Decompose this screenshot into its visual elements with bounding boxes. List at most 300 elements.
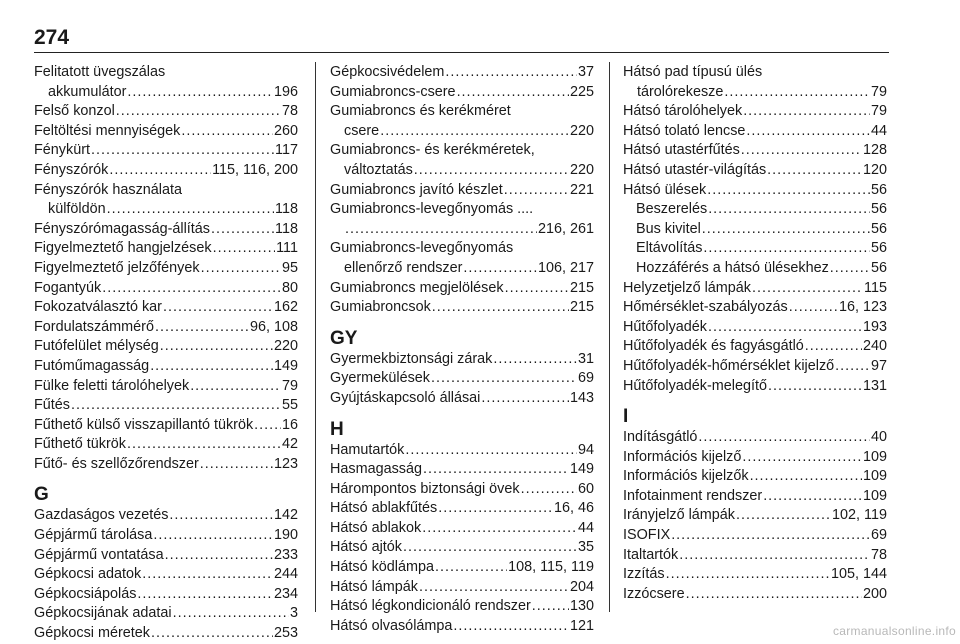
leader-dots	[768, 377, 862, 397]
leader-dots	[201, 259, 281, 279]
index-entry	[330, 83, 594, 103]
index-entry	[34, 279, 298, 299]
index-entry	[34, 604, 298, 624]
leader-dots	[736, 506, 831, 526]
leader-dots	[686, 585, 862, 605]
index-entry	[34, 337, 298, 357]
index-entry	[34, 455, 298, 475]
entry-term: Hamutartók	[330, 441, 405, 458]
index-entry	[623, 526, 887, 546]
entry-pages: 56	[870, 201, 887, 218]
entry-pages: 40	[870, 429, 887, 446]
entry-pages: 56	[870, 220, 887, 237]
entry-pages: 78	[281, 103, 298, 120]
index-column-1	[34, 63, 298, 644]
entry-pages: 96, 108	[249, 318, 298, 335]
header-rule	[34, 52, 889, 53]
entry-pages: 193	[862, 318, 887, 335]
index-entry	[34, 220, 298, 240]
entry-pages: 130	[569, 598, 594, 615]
leader-dots	[671, 526, 870, 546]
leader-dots	[708, 200, 870, 220]
entry-term: Bus kivitel	[636, 220, 701, 237]
entry-pages: 200	[862, 585, 887, 602]
entry-term: ellenőrző rendszer	[344, 259, 463, 276]
index-entry	[623, 181, 887, 201]
entry-term: Gyermekülések	[330, 370, 430, 387]
entry-pages: 55	[281, 397, 298, 414]
entry-term: Hőmérséklet-szabályozás	[623, 299, 788, 316]
leader-dots	[151, 624, 273, 644]
index-entry	[330, 200, 594, 239]
leader-dots	[453, 617, 569, 637]
index-entry	[34, 161, 298, 181]
leader-dots	[438, 499, 553, 519]
leader-dots	[345, 220, 537, 240]
index-entry	[330, 578, 594, 598]
index-entry	[330, 181, 594, 201]
entry-pages: 94	[577, 441, 594, 458]
index-entry	[34, 546, 298, 566]
entry-pages: 115, 116, 200	[212, 161, 298, 178]
entry-pages: 105, 144	[830, 566, 887, 583]
index-entry	[623, 467, 887, 487]
index-entry	[623, 487, 887, 507]
entry-pages: 106, 217	[537, 259, 594, 276]
entry-pages: 204	[569, 578, 594, 595]
leader-dots	[666, 565, 830, 585]
entry-term: Hátsó lámpák	[330, 578, 418, 595]
entry-term: Izzítás	[623, 566, 665, 583]
index-entry	[623, 102, 887, 122]
entry-term: Futóműmagasság	[34, 357, 150, 374]
leader-dots	[155, 318, 249, 338]
entry-pages: 115	[864, 279, 887, 296]
entry-term: Italtartók	[623, 546, 679, 563]
index-entry	[34, 565, 298, 585]
entry-term: csere	[344, 122, 380, 139]
leader-dots	[181, 122, 273, 142]
entry-term: külföldön	[48, 201, 106, 218]
index-entry	[623, 357, 887, 377]
entry-term: Fordulatszámmérő	[34, 318, 154, 335]
index-entry	[330, 389, 594, 409]
page-number: 274	[34, 26, 70, 49]
entry-term: Gépkocsiápolás	[34, 585, 137, 602]
entry-term: Gumiabroncs- és kerékméretek,	[330, 142, 535, 159]
index-entry	[34, 435, 298, 455]
index-subentry	[623, 259, 887, 279]
entry-pages: 44	[577, 519, 594, 536]
leader-dots	[707, 181, 870, 201]
entry-term: Infotainment rendszer	[623, 487, 763, 504]
leader-dots	[445, 63, 577, 83]
index-entry	[330, 239, 594, 278]
index-entry	[623, 565, 887, 585]
entry-pages: 143	[569, 389, 594, 406]
entry-term: Izzócsere	[623, 585, 685, 602]
index-entry	[34, 122, 298, 142]
entry-term: Fűthető külső visszapillantó tükrök	[34, 416, 254, 433]
index-entry	[330, 369, 594, 389]
entry-pages: 78	[870, 546, 887, 563]
index-entry	[623, 161, 887, 181]
leader-dots	[91, 141, 274, 161]
leader-dots	[142, 565, 273, 585]
entry-pages: 190	[273, 527, 298, 544]
index-entry	[330, 298, 594, 318]
entry-term: Hátsó utastér-világítás	[623, 161, 767, 178]
leader-dots	[835, 357, 870, 377]
entry-pages: 131	[862, 377, 887, 394]
index-entry	[330, 279, 594, 299]
entry-pages: 123	[273, 455, 298, 472]
leader-dots	[431, 369, 577, 389]
leader-dots	[200, 455, 273, 475]
leader-dots	[481, 389, 569, 409]
entry-term: Fénykürt	[34, 142, 90, 159]
entry-pages: 128	[862, 142, 887, 159]
entry-term: Figyelmeztető jelzőfények	[34, 259, 200, 276]
entry-pages: 221	[569, 181, 594, 198]
entry-pages: 111	[276, 240, 298, 257]
leader-dots	[173, 604, 289, 624]
leader-dots	[150, 357, 273, 377]
entry-term: Fogantyúk	[34, 279, 102, 296]
leader-dots	[403, 538, 577, 558]
section-letter: H	[330, 418, 344, 440]
index-entry	[330, 350, 594, 370]
index-entry	[330, 597, 594, 617]
entry-pages: 234	[273, 585, 298, 602]
leader-dots	[505, 279, 569, 299]
entry-term: Figyelmeztető hangjelzések	[34, 240, 212, 257]
entry-term: Fényszórók	[34, 161, 109, 178]
entry-term: ISOFIX	[623, 527, 671, 544]
entry-term: Gyermekbiztonsági zárak	[330, 350, 493, 367]
entry-term: Hűtőfolyadék és fagyásgátló	[623, 338, 804, 355]
leader-dots	[805, 337, 862, 357]
entry-term: Beszerelés	[636, 201, 708, 218]
entry-term: Hátsó légkondicionáló rendszer	[330, 598, 531, 615]
entry-term: Eltávolítás	[636, 240, 703, 257]
entry-pages: 162	[273, 299, 298, 316]
section-letter: I	[623, 406, 629, 428]
index-entry	[34, 102, 298, 122]
index-entry	[623, 546, 887, 566]
leader-dots	[724, 83, 870, 103]
index-entry	[330, 538, 594, 558]
leader-dots	[752, 279, 863, 299]
leader-dots	[163, 298, 273, 318]
entry-term: Fényszórók használata	[34, 181, 182, 198]
entry-term: Fokozatválasztó kar	[34, 299, 162, 316]
index-entry	[34, 239, 298, 259]
leader-dots	[708, 318, 862, 338]
entry-term: Gumiabroncs javító készlet	[330, 181, 503, 198]
index-entry	[34, 141, 298, 161]
leader-dots	[698, 428, 870, 448]
entry-pages: 16, 123	[838, 299, 887, 316]
entry-pages: 109	[862, 468, 887, 485]
entry-pages: 233	[273, 546, 298, 563]
entry-pages: 79	[281, 377, 298, 394]
leader-dots	[422, 519, 577, 539]
index-column-2	[330, 63, 594, 636]
entry-term: Hátsó ablakok	[330, 519, 422, 536]
entry-pages: 240	[862, 338, 887, 355]
watermark-text: carmanualsonline.info	[832, 624, 956, 638]
leader-dots	[137, 585, 273, 605]
leader-dots	[107, 200, 274, 220]
entry-term: Gumiabroncs megjelölések	[330, 279, 504, 296]
leader-dots	[521, 480, 577, 500]
leader-dots	[493, 350, 577, 370]
entry-pages: 215	[569, 279, 594, 296]
index-entry	[623, 448, 887, 468]
entry-pages: 37	[577, 64, 594, 80]
entry-pages: 225	[569, 83, 594, 100]
entry-term: Gépkocsijának adatai	[34, 605, 172, 622]
entry-term: Futófelület mélység	[34, 338, 159, 355]
leader-dots	[127, 435, 281, 455]
entry-term: Információs kijelző	[623, 448, 742, 465]
entry-pages: 216, 261	[537, 220, 594, 237]
entry-term: Hűtőfolyadék-melegítő	[623, 377, 767, 394]
entry-pages: 220	[273, 338, 298, 355]
entry-term: Helyzetjelző lámpák	[623, 279, 751, 296]
index-entry	[34, 63, 298, 102]
entry-pages: 69	[577, 370, 594, 387]
entry-term: Fényszórómagasság-állítás	[34, 220, 210, 237]
entry-pages: 79	[870, 83, 887, 100]
leader-dots	[463, 259, 537, 279]
entry-term: Felső konzol	[34, 103, 115, 120]
entry-pages: 149	[569, 461, 594, 478]
entry-pages: 109	[862, 487, 887, 504]
entry-pages: 108, 115, 119	[508, 559, 594, 576]
leader-dots	[414, 161, 569, 181]
leader-dots	[213, 239, 276, 259]
entry-pages: 16	[281, 416, 298, 433]
index-entry	[34, 624, 298, 644]
leader-dots	[767, 161, 862, 181]
leader-dots	[102, 279, 281, 299]
column-divider	[609, 62, 610, 612]
entry-pages: 31	[577, 350, 594, 367]
index-entry	[623, 428, 887, 448]
leader-dots	[830, 259, 870, 279]
entry-pages: 121	[569, 617, 594, 634]
index-subentry	[623, 200, 887, 220]
entry-pages: 44	[870, 122, 887, 139]
entry-term: változtatás	[344, 161, 413, 178]
leader-dots	[789, 298, 838, 318]
leader-dots	[679, 546, 870, 566]
index-entry	[623, 141, 887, 161]
leader-dots	[432, 298, 569, 318]
leader-dots	[169, 506, 273, 526]
entry-term: Hátsó utastérfűtés	[623, 142, 740, 159]
leader-dots	[702, 220, 870, 240]
index-entry	[330, 460, 594, 480]
entry-pages: 220	[569, 122, 594, 139]
leader-dots	[405, 441, 577, 461]
entry-term: Hátsó tolató lencse	[623, 122, 746, 139]
entry-term: Gumiabroncs-csere	[330, 83, 456, 100]
entry-term: Hátsó tárolóhelyek	[623, 103, 743, 120]
entry-pages: 80	[281, 279, 298, 296]
leader-dots	[380, 122, 569, 142]
entry-term: tárolórekesze	[637, 83, 724, 100]
entry-term: akkumulátor	[48, 83, 127, 100]
entry-term: Hűtőfolyadék	[623, 318, 707, 335]
index-entry	[330, 617, 594, 637]
entry-pages: 102, 119	[832, 507, 887, 524]
entry-pages: 56	[870, 259, 887, 276]
leader-dots	[457, 83, 569, 103]
index-entry	[623, 377, 887, 397]
entry-term: Gumiabroncsok	[330, 299, 431, 316]
index-entry	[34, 181, 298, 220]
leader-dots	[435, 558, 507, 578]
entry-term: Információs kijelzők	[623, 468, 749, 485]
entry-term: Feltöltési mennyiségek	[34, 122, 181, 139]
leader-dots	[71, 396, 281, 416]
entry-pages: 220	[569, 161, 594, 178]
entry-pages: 3	[289, 605, 298, 622]
index-entry	[34, 396, 298, 416]
index-entry	[330, 141, 594, 180]
entry-term: Fűtés	[34, 397, 70, 414]
index-subentry	[623, 239, 887, 259]
entry-term: Gumiabroncs-levegőnyomás ....	[330, 201, 534, 218]
entry-term: Hasmagasság	[330, 461, 422, 478]
index-entry	[330, 102, 594, 141]
entry-term: Indításgátló	[623, 429, 698, 446]
index-entry	[623, 122, 887, 142]
entry-pages: 244	[273, 566, 298, 583]
index-entry	[34, 526, 298, 546]
entry-pages: 16, 46	[553, 500, 594, 517]
entry-pages: 56	[870, 181, 887, 198]
entry-term: Hátsó pad típusú ülés	[623, 64, 763, 80]
leader-dots	[190, 377, 281, 397]
index-entry	[623, 337, 887, 357]
entry-term: Fűtő- és szellőzőrendszer	[34, 455, 199, 472]
entry-pages: 253	[273, 625, 298, 642]
entry-pages: 42	[281, 436, 298, 453]
entry-pages: 56	[870, 240, 887, 257]
leader-dots	[423, 460, 569, 480]
leader-dots	[504, 181, 569, 201]
entry-pages: 60	[577, 480, 594, 497]
entry-pages: 196	[273, 83, 298, 100]
entry-pages: 69	[870, 527, 887, 544]
entry-term: Gépkocsi méretek	[34, 625, 150, 642]
leader-dots	[532, 597, 569, 617]
entry-pages: 109	[862, 448, 887, 465]
entry-term: Felitatott üvegszálas	[34, 64, 166, 80]
index-entry	[34, 506, 298, 526]
index-entry	[34, 585, 298, 605]
entry-pages: 79	[870, 103, 887, 120]
leader-dots	[116, 102, 281, 122]
index-entry	[34, 298, 298, 318]
index-column-3	[623, 63, 887, 604]
index-entry	[623, 63, 887, 102]
leader-dots	[165, 546, 273, 566]
section-letter: GY	[330, 327, 358, 349]
leader-dots	[153, 526, 273, 546]
index-entry	[623, 318, 887, 338]
index-entry	[34, 416, 298, 436]
entry-pages: 35	[577, 539, 594, 556]
entry-pages: 215	[569, 299, 594, 316]
index-entry	[330, 519, 594, 539]
leader-dots	[127, 83, 273, 103]
entry-term: Gépkocsi adatok	[34, 566, 142, 583]
index-entry	[34, 357, 298, 377]
entry-term: Gumiabroncs és kerékméret	[330, 103, 511, 120]
index-entry	[623, 298, 887, 318]
index-entry	[34, 377, 298, 397]
entry-term: Gépkocsivédelem	[330, 64, 445, 80]
leader-dots	[211, 220, 274, 240]
leader-dots	[742, 448, 862, 468]
entry-term: Gyújtáskapcsoló állásai	[330, 389, 481, 406]
index-entry	[330, 499, 594, 519]
index-entry	[34, 318, 298, 338]
leader-dots	[743, 102, 870, 122]
entry-term: Hozzáférés a hátsó ülésekhez	[636, 259, 829, 276]
entry-pages: 118	[275, 220, 298, 237]
leader-dots	[746, 122, 870, 142]
column-divider	[315, 62, 316, 612]
entry-term: Gépjármű tárolása	[34, 527, 153, 544]
index-subentry	[623, 220, 887, 240]
entry-term: Hátsó olvasólámpa	[330, 617, 453, 634]
index-entry	[623, 279, 887, 299]
index-entry	[34, 259, 298, 279]
index-entry	[330, 558, 594, 578]
leader-dots	[741, 141, 862, 161]
leader-dots	[254, 416, 281, 436]
entry-term: Fülke feletti tárolóhelyek	[34, 377, 190, 394]
index-entry	[623, 585, 887, 605]
entry-term: Gépjármű vontatása	[34, 546, 164, 563]
entry-pages: 120	[862, 161, 887, 178]
entry-term: Irányjelző lámpák	[623, 507, 735, 524]
entry-term: Hátsó ködlámpa	[330, 559, 434, 576]
leader-dots	[750, 467, 862, 487]
leader-dots	[763, 487, 862, 507]
entry-pages: 118	[275, 201, 298, 218]
entry-pages: 260	[273, 122, 298, 139]
leader-dots	[703, 239, 870, 259]
entry-pages: 117	[275, 142, 298, 159]
index-entry	[330, 480, 594, 500]
entry-term: Gumiabroncs-levegőnyomás	[330, 240, 514, 257]
leader-dots	[419, 578, 569, 598]
index-entry	[330, 441, 594, 461]
entry-pages: 142	[273, 507, 298, 524]
section-letter: G	[34, 484, 49, 506]
entry-term: Hátsó ajtók	[330, 539, 402, 556]
leader-dots	[109, 161, 211, 181]
entry-pages: 97	[870, 357, 887, 374]
index-entry	[330, 63, 594, 83]
